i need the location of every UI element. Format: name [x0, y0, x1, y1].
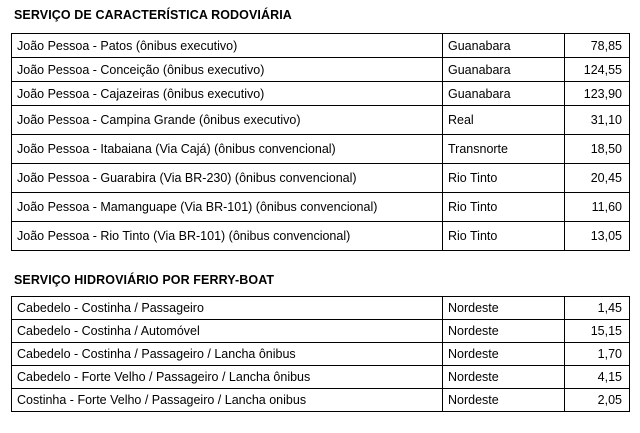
table-row	[12, 366, 630, 389]
company-cell: Nordeste	[443, 343, 565, 366]
table-row	[12, 34, 630, 58]
table-row	[12, 135, 630, 164]
company-cell: Nordeste	[443, 389, 565, 412]
company-cell: Rio Tinto	[443, 222, 565, 251]
company-cell: Transnorte	[443, 135, 565, 164]
ferry-section-heading: SERVIÇO HIDROVIÁRIO POR FERRY-BOAT	[14, 273, 275, 287]
price-cell: 123,90	[565, 82, 630, 106]
table-row	[12, 58, 630, 82]
company-cell: Rio Tinto	[443, 193, 565, 222]
price-cell: 1,45	[565, 297, 630, 320]
price-cell: 11,60	[565, 193, 630, 222]
price-cell: 4,15	[565, 366, 630, 389]
road-fares-table	[11, 33, 630, 251]
ferry-fares-table	[11, 296, 630, 412]
route-cell: Cabedelo - Costinha / Passageiro	[12, 297, 443, 320]
table-row	[12, 297, 630, 320]
route-cell: João Pessoa - Cajazeiras (ônibus executivo)	[12, 82, 443, 106]
table-row	[12, 193, 630, 222]
route-cell: João Pessoa - Conceição (ônibus executivo)	[12, 58, 443, 82]
route-cell: João Pessoa - Itabaiana (Via Cajá) (ônibus convencional)	[12, 135, 443, 164]
price-cell: 20,45	[565, 164, 630, 193]
price-cell: 18,50	[565, 135, 630, 164]
price-cell: 15,15	[565, 320, 630, 343]
price-cell: 1,70	[565, 343, 630, 366]
road-section-heading: SERVIÇO DE CARACTERÍSTICA RODOVIÁRIA	[14, 8, 292, 22]
price-cell: 31,10	[565, 106, 630, 135]
table-row	[12, 389, 630, 412]
company-cell: Nordeste	[443, 366, 565, 389]
ferry-fares-body	[12, 297, 630, 412]
route-cell: João Pessoa - Campina Grande (ônibus executivo)	[12, 106, 443, 135]
route-cell: João Pessoa - Rio Tinto (Via BR-101) (ônibus convencional)	[12, 222, 443, 251]
road-fares-body	[12, 34, 630, 251]
route-cell: Cabedelo - Forte Velho / Passageiro / Lancha ônibus	[12, 366, 443, 389]
price-cell: 2,05	[565, 389, 630, 412]
price-cell: 13,05	[565, 222, 630, 251]
company-cell: Nordeste	[443, 297, 565, 320]
table-row	[12, 320, 630, 343]
route-cell: João Pessoa - Guarabira (Via BR-230) (ônibus convencional)	[12, 164, 443, 193]
company-cell: Guanabara	[443, 34, 565, 58]
company-cell: Nordeste	[443, 320, 565, 343]
route-cell: João Pessoa - Patos (ônibus executivo)	[12, 34, 443, 58]
table-row	[12, 106, 630, 135]
route-cell: João Pessoa - Mamanguape (Via BR-101) (ônibus convencional)	[12, 193, 443, 222]
route-cell: Cabedelo - Costinha / Passageiro / Lancha ônibus	[12, 343, 443, 366]
table-row	[12, 164, 630, 193]
table-row	[12, 82, 630, 106]
company-cell: Real	[443, 106, 565, 135]
table-row	[12, 222, 630, 251]
price-cell: 124,55	[565, 58, 630, 82]
price-cell: 78,85	[565, 34, 630, 58]
company-cell: Guanabara	[443, 58, 565, 82]
company-cell: Guanabara	[443, 82, 565, 106]
company-cell: Rio Tinto	[443, 164, 565, 193]
route-cell: Cabedelo - Costinha / Automóvel	[12, 320, 443, 343]
route-cell: Costinha - Forte Velho / Passageiro / Lancha onibus	[12, 389, 443, 412]
table-row	[12, 343, 630, 366]
